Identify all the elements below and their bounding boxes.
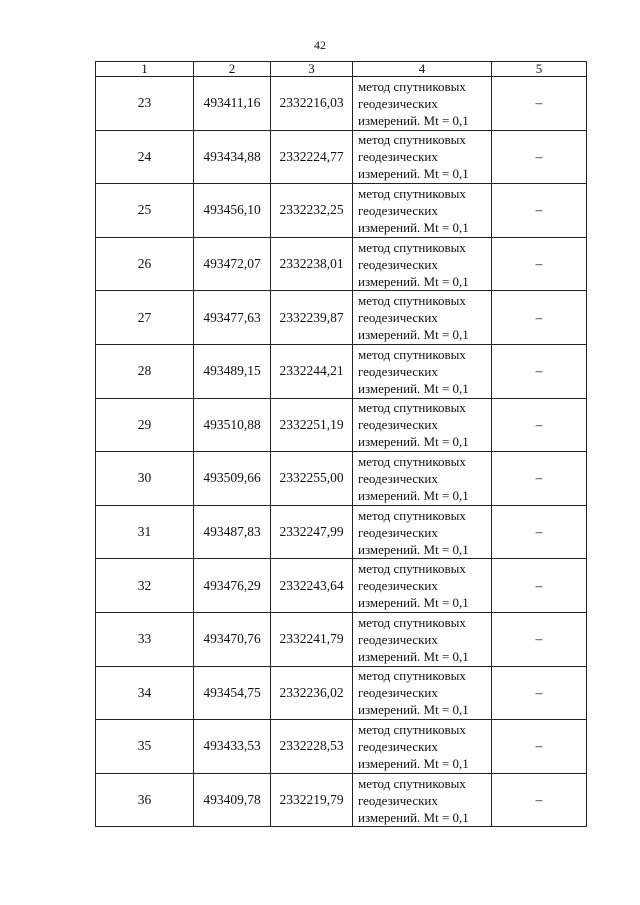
x-coordinate-cell: 493454,75 [194,666,271,720]
y-coordinate-cell: 2332238,01 [271,237,353,291]
method-cell [353,77,492,131]
point-number-cell: 24 [96,130,194,184]
method-line: метод спутниковых [358,507,466,523]
point-number-cell: 32 [96,559,194,613]
x-coordinate-cell: 493433,53 [194,720,271,774]
method-cell [353,184,492,238]
method-line: метод спутниковых [358,239,466,255]
method-line: геодезических [358,631,438,647]
table-row [96,612,587,666]
method-line: метод спутниковых [358,78,466,94]
column-header-3: 3 [271,62,353,77]
x-coordinate-cell: 493434,88 [194,130,271,184]
method-cell [353,559,492,613]
page-number: 42 [314,38,326,52]
y-coordinate-cell: 2332255,00 [271,452,353,506]
method-line: измерений. Mt = 0,1 [358,755,469,771]
column-header-2: 2 [194,62,271,77]
method-line: геодезических [358,578,438,594]
table-row [96,291,587,345]
x-coordinate-cell: 493470,76 [194,612,271,666]
point-number-cell: 34 [96,666,194,720]
method-cell [353,505,492,559]
column-5-cell: – [492,505,587,559]
method-line: геодезических [358,738,438,754]
method-line: геодезических [358,202,438,218]
method-line: измерений. Mt = 0,1 [358,112,469,128]
x-coordinate-cell: 493487,83 [194,505,271,559]
point-number-cell: 31 [96,505,194,559]
method-cell [353,612,492,666]
point-number-cell: 36 [96,773,194,827]
method-cell [353,398,492,452]
method-cell [353,344,492,398]
method-line: измерений. Mt = 0,1 [358,327,469,343]
x-coordinate-cell: 493489,15 [194,344,271,398]
method-line: метод спутниковых [358,668,466,684]
x-coordinate-cell: 493409,78 [194,773,271,827]
point-number-cell: 23 [96,77,194,131]
table-row [96,452,587,506]
table-row [96,666,587,720]
y-coordinate-cell: 2332247,99 [271,505,353,559]
method-line: геодезических [358,524,438,540]
point-number-cell: 25 [96,184,194,238]
table-row [96,720,587,774]
table-row [96,505,587,559]
method-line: геодезических [358,792,438,808]
column-5-cell: – [492,184,587,238]
point-number-cell: 33 [96,612,194,666]
y-coordinate-cell: 2332251,19 [271,398,353,452]
y-coordinate-cell: 2332228,53 [271,720,353,774]
table-row [96,559,587,613]
method-cell [353,130,492,184]
point-number-cell: 30 [96,452,194,506]
method-line: геодезических [358,363,438,379]
column-5-cell: – [492,773,587,827]
method-line: измерений. Mt = 0,1 [358,487,469,503]
point-number-cell: 29 [96,398,194,452]
x-coordinate-cell: 493472,07 [194,237,271,291]
table-row [96,130,587,184]
method-line: геодезических [358,256,438,272]
column-5-cell: – [492,720,587,774]
method-line: метод спутниковых [358,561,466,577]
method-line: геодезических [358,685,438,701]
method-line: геодезических [358,417,438,433]
x-coordinate-cell: 493476,29 [194,559,271,613]
y-coordinate-cell: 2332236,02 [271,666,353,720]
method-cell [353,452,492,506]
x-coordinate-cell: 493509,66 [194,452,271,506]
y-coordinate-cell: 2332241,79 [271,612,353,666]
column-5-cell: – [492,666,587,720]
table-row [96,398,587,452]
method-line: измерений. Mt = 0,1 [358,702,469,718]
column-header-5: 5 [492,62,587,77]
y-coordinate-cell: 2332244,21 [271,344,353,398]
method-line: измерений. Mt = 0,1 [358,219,469,235]
point-number-cell: 27 [96,291,194,345]
method-line: метод спутниковых [358,614,466,630]
method-line: геодезических [358,149,438,165]
method-line: измерений. Mt = 0,1 [358,273,469,289]
method-line: метод спутниковых [358,185,466,201]
y-coordinate-cell: 2332216,03 [271,77,353,131]
method-line: метод спутниковых [358,293,466,309]
column-5-cell: – [492,237,587,291]
method-line: геодезических [358,95,438,111]
table-row [96,184,587,238]
column-5-cell: – [492,77,587,131]
x-coordinate-cell: 493510,88 [194,398,271,452]
method-line: метод спутниковых [358,346,466,362]
method-cell [353,666,492,720]
method-line: метод спутниковых [358,775,466,791]
method-line: измерений. Mt = 0,1 [358,166,469,182]
point-number-cell: 26 [96,237,194,291]
table-row [96,237,587,291]
point-number-cell: 35 [96,720,194,774]
column-header-4: 4 [353,62,492,77]
column-5-cell: – [492,559,587,613]
column-header-1: 1 [96,62,194,77]
y-coordinate-cell: 2332239,87 [271,291,353,345]
x-coordinate-cell: 493411,16 [194,77,271,131]
method-line: измерений. Mt = 0,1 [358,541,469,557]
column-5-cell: – [492,398,587,452]
column-5-cell: – [492,130,587,184]
method-line: измерений. Mt = 0,1 [358,595,469,611]
method-line: метод спутниковых [358,721,466,737]
table-row [96,344,587,398]
method-cell [353,291,492,345]
method-line: геодезических [358,310,438,326]
y-coordinate-cell: 2332224,77 [271,130,353,184]
method-line: метод спутниковых [358,400,466,416]
method-line: метод спутниковых [358,132,466,148]
method-cell [353,773,492,827]
point-number-cell: 28 [96,344,194,398]
method-line: измерений. Mt = 0,1 [358,380,469,396]
table-row [96,773,587,827]
y-coordinate-cell: 2332219,79 [271,773,353,827]
column-5-cell: – [492,612,587,666]
y-coordinate-cell: 2332243,64 [271,559,353,613]
method-line: измерений. Mt = 0,1 [358,809,469,825]
method-cell [353,237,492,291]
column-5-cell: – [492,344,587,398]
column-5-cell: – [492,291,587,345]
method-line: метод спутниковых [358,453,466,469]
x-coordinate-cell: 493456,10 [194,184,271,238]
table-header-row [96,62,587,77]
coordinates-table [95,61,587,827]
x-coordinate-cell: 493477,63 [194,291,271,345]
column-5-cell: – [492,452,587,506]
method-line: геодезических [358,470,438,486]
method-line: измерений. Mt = 0,1 [358,434,469,450]
table-row [96,77,587,131]
y-coordinate-cell: 2332232,25 [271,184,353,238]
method-cell [353,720,492,774]
method-line: измерений. Mt = 0,1 [358,648,469,664]
